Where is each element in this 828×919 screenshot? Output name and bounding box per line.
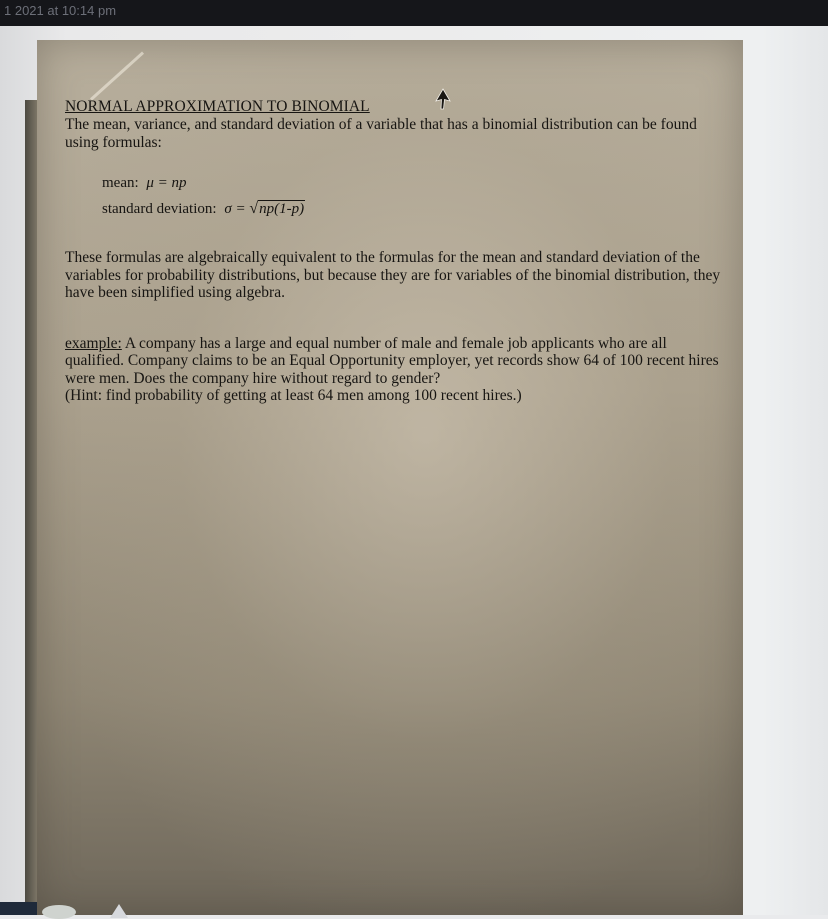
paper-fold-line — [90, 52, 144, 101]
formula-block — [65, 170, 725, 222]
taskbar-fragment — [0, 902, 37, 915]
example-block — [65, 335, 725, 405]
top-bar — [0, 0, 828, 26]
document-photo — [37, 40, 743, 915]
document-title: NORMAL APPROXIMATION TO BINOMIAL — [65, 98, 370, 115]
example-text: A company has a large and equal number of male and female job applicants who are all qualified. Company claims to be an Equal Opportunity employer, yet records show 64 of 100 recent hires were men. Does the company hire without regard to gender? — [65, 334, 719, 387]
mean-label: mean: — [102, 175, 139, 191]
timestamp-text: 1 2021 at 10:14 pm — [4, 3, 117, 18]
document-left-edge — [25, 100, 37, 915]
document-content — [65, 98, 725, 405]
example-hint: (Hint: find probability of getting at least 64 men among 100 recent hires.) — [65, 387, 522, 404]
intro-text: The mean, variance, and standard deviation of a variable that has a binomial distribution can be found using formulas: — [65, 116, 697, 151]
radical-sign: √ — [249, 200, 259, 217]
sd-formula — [102, 196, 725, 222]
mean-expression: μ = np — [146, 175, 187, 191]
sd-sigma: σ = — [224, 201, 246, 217]
sd-label: standard deviation: — [102, 201, 217, 217]
taskbar-app-icon[interactable] — [42, 905, 76, 919]
sd-radicand: np(1-p) — [259, 201, 305, 217]
mean-formula — [102, 170, 725, 196]
example-label: example: — [65, 334, 122, 352]
explanation-paragraph: These formulas are algebraically equivalent to the formulas for the mean and standard deviation of the variables for probability distributions, but because they are for variables of the binomial distribution, they have been simplified using algebra. — [65, 249, 721, 301]
sd-radical-expression — [249, 196, 305, 222]
